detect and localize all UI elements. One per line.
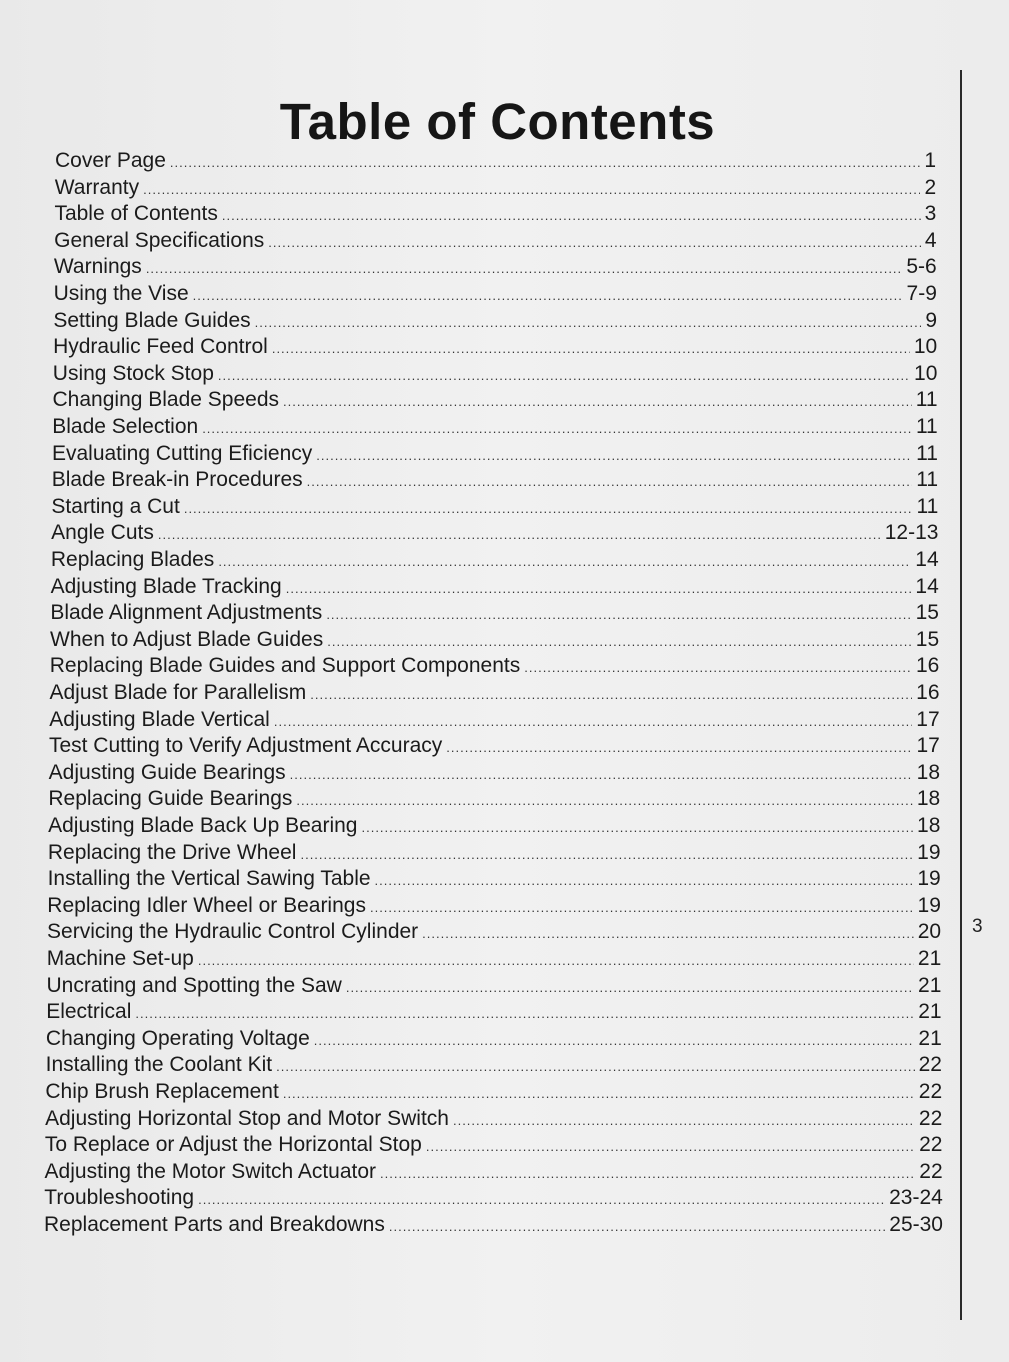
toc-entry-label: Servicing the Hydraulic Control Cylinder [47,920,419,944]
toc-leader-dots [326,602,911,628]
toc-entry [44,1212,943,1238]
toc-leader-dots [426,1134,915,1160]
toc-entry [50,653,940,679]
toc-entry-label: Using Stock Stop [52,361,214,385]
toc-leader-dots [276,1054,914,1080]
toc-entry-page: 11 [916,494,939,518]
toc-entry-label: Cover Page [55,149,166,172]
toc-entry-label: Troubleshooting [44,1186,195,1210]
toc-leader-dots [286,576,912,602]
toc-entry-label: Evaluating Cutting Eficiency [51,441,313,465]
toc-entry-page: 19 [917,867,941,891]
toc-leader-dots [143,177,920,203]
toc-entry-page: 11 [915,415,938,438]
toc-leader-dots [202,416,912,442]
toc-entry-page: 14 [915,574,939,598]
toc-entry-page: 18 [916,787,941,811]
toc-leader-dots [274,709,912,735]
toc-leader-dots [268,230,921,256]
toc-leader-dots [222,203,921,229]
toc-leader-dots [389,1214,885,1240]
toc-entry [50,627,939,653]
toc-entry-label: Replacing Blade Guides and Support Components [49,654,521,678]
toc-entry-page: 4 [924,228,937,252]
toc-entry [52,467,938,493]
toc-entry-page: 17 [916,707,940,731]
toc-leader-dots [296,788,912,814]
toc-entry-page: 10 [913,335,938,359]
toc-leader-dots [453,1108,915,1134]
toc-leader-dots [146,256,903,282]
toc-entry [48,840,941,866]
toc-entry-page: 21 [917,947,942,970]
toc-entry-label: Angle Cuts [51,521,154,545]
toc-entry-page: 11 [915,388,938,412]
toc-entry [45,1132,943,1158]
toc-entry-page: 11 [916,468,939,492]
toc-entry [46,1026,942,1052]
toc-entry-label: Blade Selection [52,415,199,438]
toc-entry-label: Replacing the Drive Wheel [47,840,297,864]
toc-leader-dots [158,522,881,548]
toc-entry-label: General Specifications [54,228,265,252]
toc-entry-page: 22 [919,1159,943,1183]
toc-entry [44,1185,943,1211]
vertical-rule [960,70,962,1320]
toc-entry [46,973,941,999]
toc-entry-page: 22 [918,1106,943,1130]
toc-entry-page: 2 [924,175,937,199]
toc-entry [53,308,937,334]
toc-entry-label: Changing Operating Voltage [45,1026,310,1050]
toc-entry-label: Replacing Guide Bearings [48,787,293,811]
toc-entry-label: Replacement Parts and Breakdowns [44,1213,385,1236]
toc-entry-label: Uncrating and Spotting the Saw [46,973,342,997]
toc-entry [54,201,936,227]
toc-entry-page: 22 [918,1080,943,1103]
toc-leader-dots [346,975,914,1001]
toc-leader-dots [283,1081,915,1107]
toc-leader-dots [283,389,912,415]
toc-entry-page: 21 [918,973,942,997]
toc-entry [55,175,936,201]
toc-entry-page: 15 [915,627,940,651]
toc-entry [46,1052,942,1078]
toc-entry-label: Starting a Cut [51,494,180,518]
toc-entry [50,600,939,626]
toc-entry [48,813,940,839]
toc-entry-label: Blade Break-in Procedures [51,468,303,492]
toc-leader-dots [290,762,913,788]
toc-entry [52,441,938,467]
toc-entry-label: Test Cutting to Verify Adjustment Accuracy [48,734,443,758]
toc-leader-dots [310,682,912,708]
toc-entry-page: 17 [916,734,940,758]
toc-entry-page: 19 [917,893,941,917]
toc-entry [54,228,936,254]
toc-leader-dots [255,310,922,336]
toc-entry-label: Adjusting the Motor Switch Actuator [44,1159,377,1183]
toc-entry [45,1159,943,1185]
toc-leader-dots [375,868,914,894]
toc-leader-dots [218,363,910,389]
toc-entry [54,281,937,307]
toc-leader-dots [272,336,910,362]
toc-entry-label: Adjusting Guide Bearings [48,760,286,784]
toc-entry-page: 5-6 [906,255,937,279]
toc-leader-dots [218,549,911,575]
toc-leader-dots [327,629,912,655]
toc-entry-label: Adjusting Blade Back Up Bearing [48,814,358,837]
toc-entry-page: 18 [916,760,941,784]
toc-leader-dots [380,1161,915,1187]
toc-entry-page: 3 [924,202,937,226]
toc-entry-label: Hydraulic Feed Control [53,335,268,359]
toc-entry-page: 16 [916,681,940,704]
toc-leader-dots [361,815,913,841]
toc-entry-page: 16 [915,654,940,678]
toc-entry-label: Table of Contents [54,202,218,226]
toc-entry-page: 12-13 [884,521,939,545]
toc-entry [55,148,936,174]
toc-entry [52,414,938,440]
toc-entry-page: 25-30 [889,1213,943,1236]
toc-entry-page: 22 [919,1133,943,1157]
toc-entry-label: Electrical [46,1000,132,1024]
toc-entry [49,760,940,786]
toc-entry-page: 22 [918,1053,942,1077]
toc-entry-label: Machine Set-up [46,947,194,970]
toc-entry [50,680,940,706]
toc-leader-dots [524,655,912,681]
toc-entry-page: 11 [916,441,938,465]
toc-leader-dots [446,735,912,761]
toc-entry [47,919,941,945]
toc-entry-page: 21 [918,1000,942,1024]
toc-entry-label: Chip Brush Replacement [45,1080,279,1103]
toc-entry-label: To Replace or Adjust the Horizontal Stop [44,1133,422,1157]
toc-entry-page: 15 [915,601,939,625]
toc-entry-label: Warranty [54,175,140,199]
toc-entry [53,334,937,360]
toc-entry-page: 7-9 [906,282,937,305]
toc-entry [54,254,937,280]
toc-entry-page: 23-24 [889,1186,943,1210]
toc-entry-label: Blade Alignment Adjustments [50,601,323,625]
toc-entry-label: Installing the Vertical Sawing Table [47,867,371,891]
toc-entry [46,999,941,1025]
toc-entry [51,574,939,600]
toc-entry [47,946,942,972]
toc-entry-page: 1 [924,149,936,172]
toc-entry-page: 18 [917,814,941,837]
toc-entry-page: 19 [917,840,941,864]
toc-entry-label: Warnings [53,255,142,279]
toc-leader-dots [170,150,920,176]
toc-entry [48,786,940,812]
toc-entry [49,733,940,759]
toc-entry-label: Using the Vise [53,282,189,305]
toc-entry [48,866,941,892]
toc-leader-dots [198,948,914,974]
toc-entry [51,494,938,520]
toc-entry [45,1106,942,1132]
toc-entry-label: Adjust Blade for Parallelism [49,681,307,704]
toc-entry-label: When to Adjust Blade Guides [50,627,324,651]
toc-leader-dots [184,496,913,522]
toc-entry-label: Adjusting Horizontal Stop and Motor Switch [45,1106,449,1130]
toc-entry [49,707,939,733]
toc-entry-page: 14 [915,548,939,571]
toc-entry-label: Setting Blade Guides [53,308,251,332]
toc-entry-page: 9 [925,308,938,332]
toc-entry-label: Replacing Blades [50,548,215,571]
toc-entry-page: 20 [917,920,942,944]
toc-entry-page: 21 [918,1026,942,1050]
toc-leader-dots [314,1028,915,1054]
toc-leader-dots [370,895,914,921]
toc-entry-label: Installing the Coolant Kit [45,1053,273,1077]
toc-entry [53,387,938,413]
toc-entry [45,1079,942,1105]
toc-entry-label: Changing Blade Speeds [52,388,280,412]
toc-leader-dots [300,842,913,868]
page-number: 3 [972,916,983,937]
toc-entry [53,361,938,387]
toc-leader-dots [135,1001,914,1027]
toc-entry [51,520,938,546]
toc-entry-label: Adjusting Blade Vertical [49,707,270,731]
toc-entry-page: 10 [914,361,938,385]
toc-leader-dots [422,921,914,947]
toc-entry-label: Replacing Idler Wheel or Bearings [47,893,366,917]
page-title: Table of Contents [279,93,716,151]
toc-leader-dots [307,469,913,495]
toc-leader-dots [198,1187,885,1213]
toc-leader-dots [193,283,903,309]
toc-leader-dots [316,443,912,469]
toc-entry [51,547,939,573]
toc-entry [47,893,941,919]
toc-list [0,148,1009,1248]
toc-entry-label: Adjusting Blade Tracking [50,574,282,598]
